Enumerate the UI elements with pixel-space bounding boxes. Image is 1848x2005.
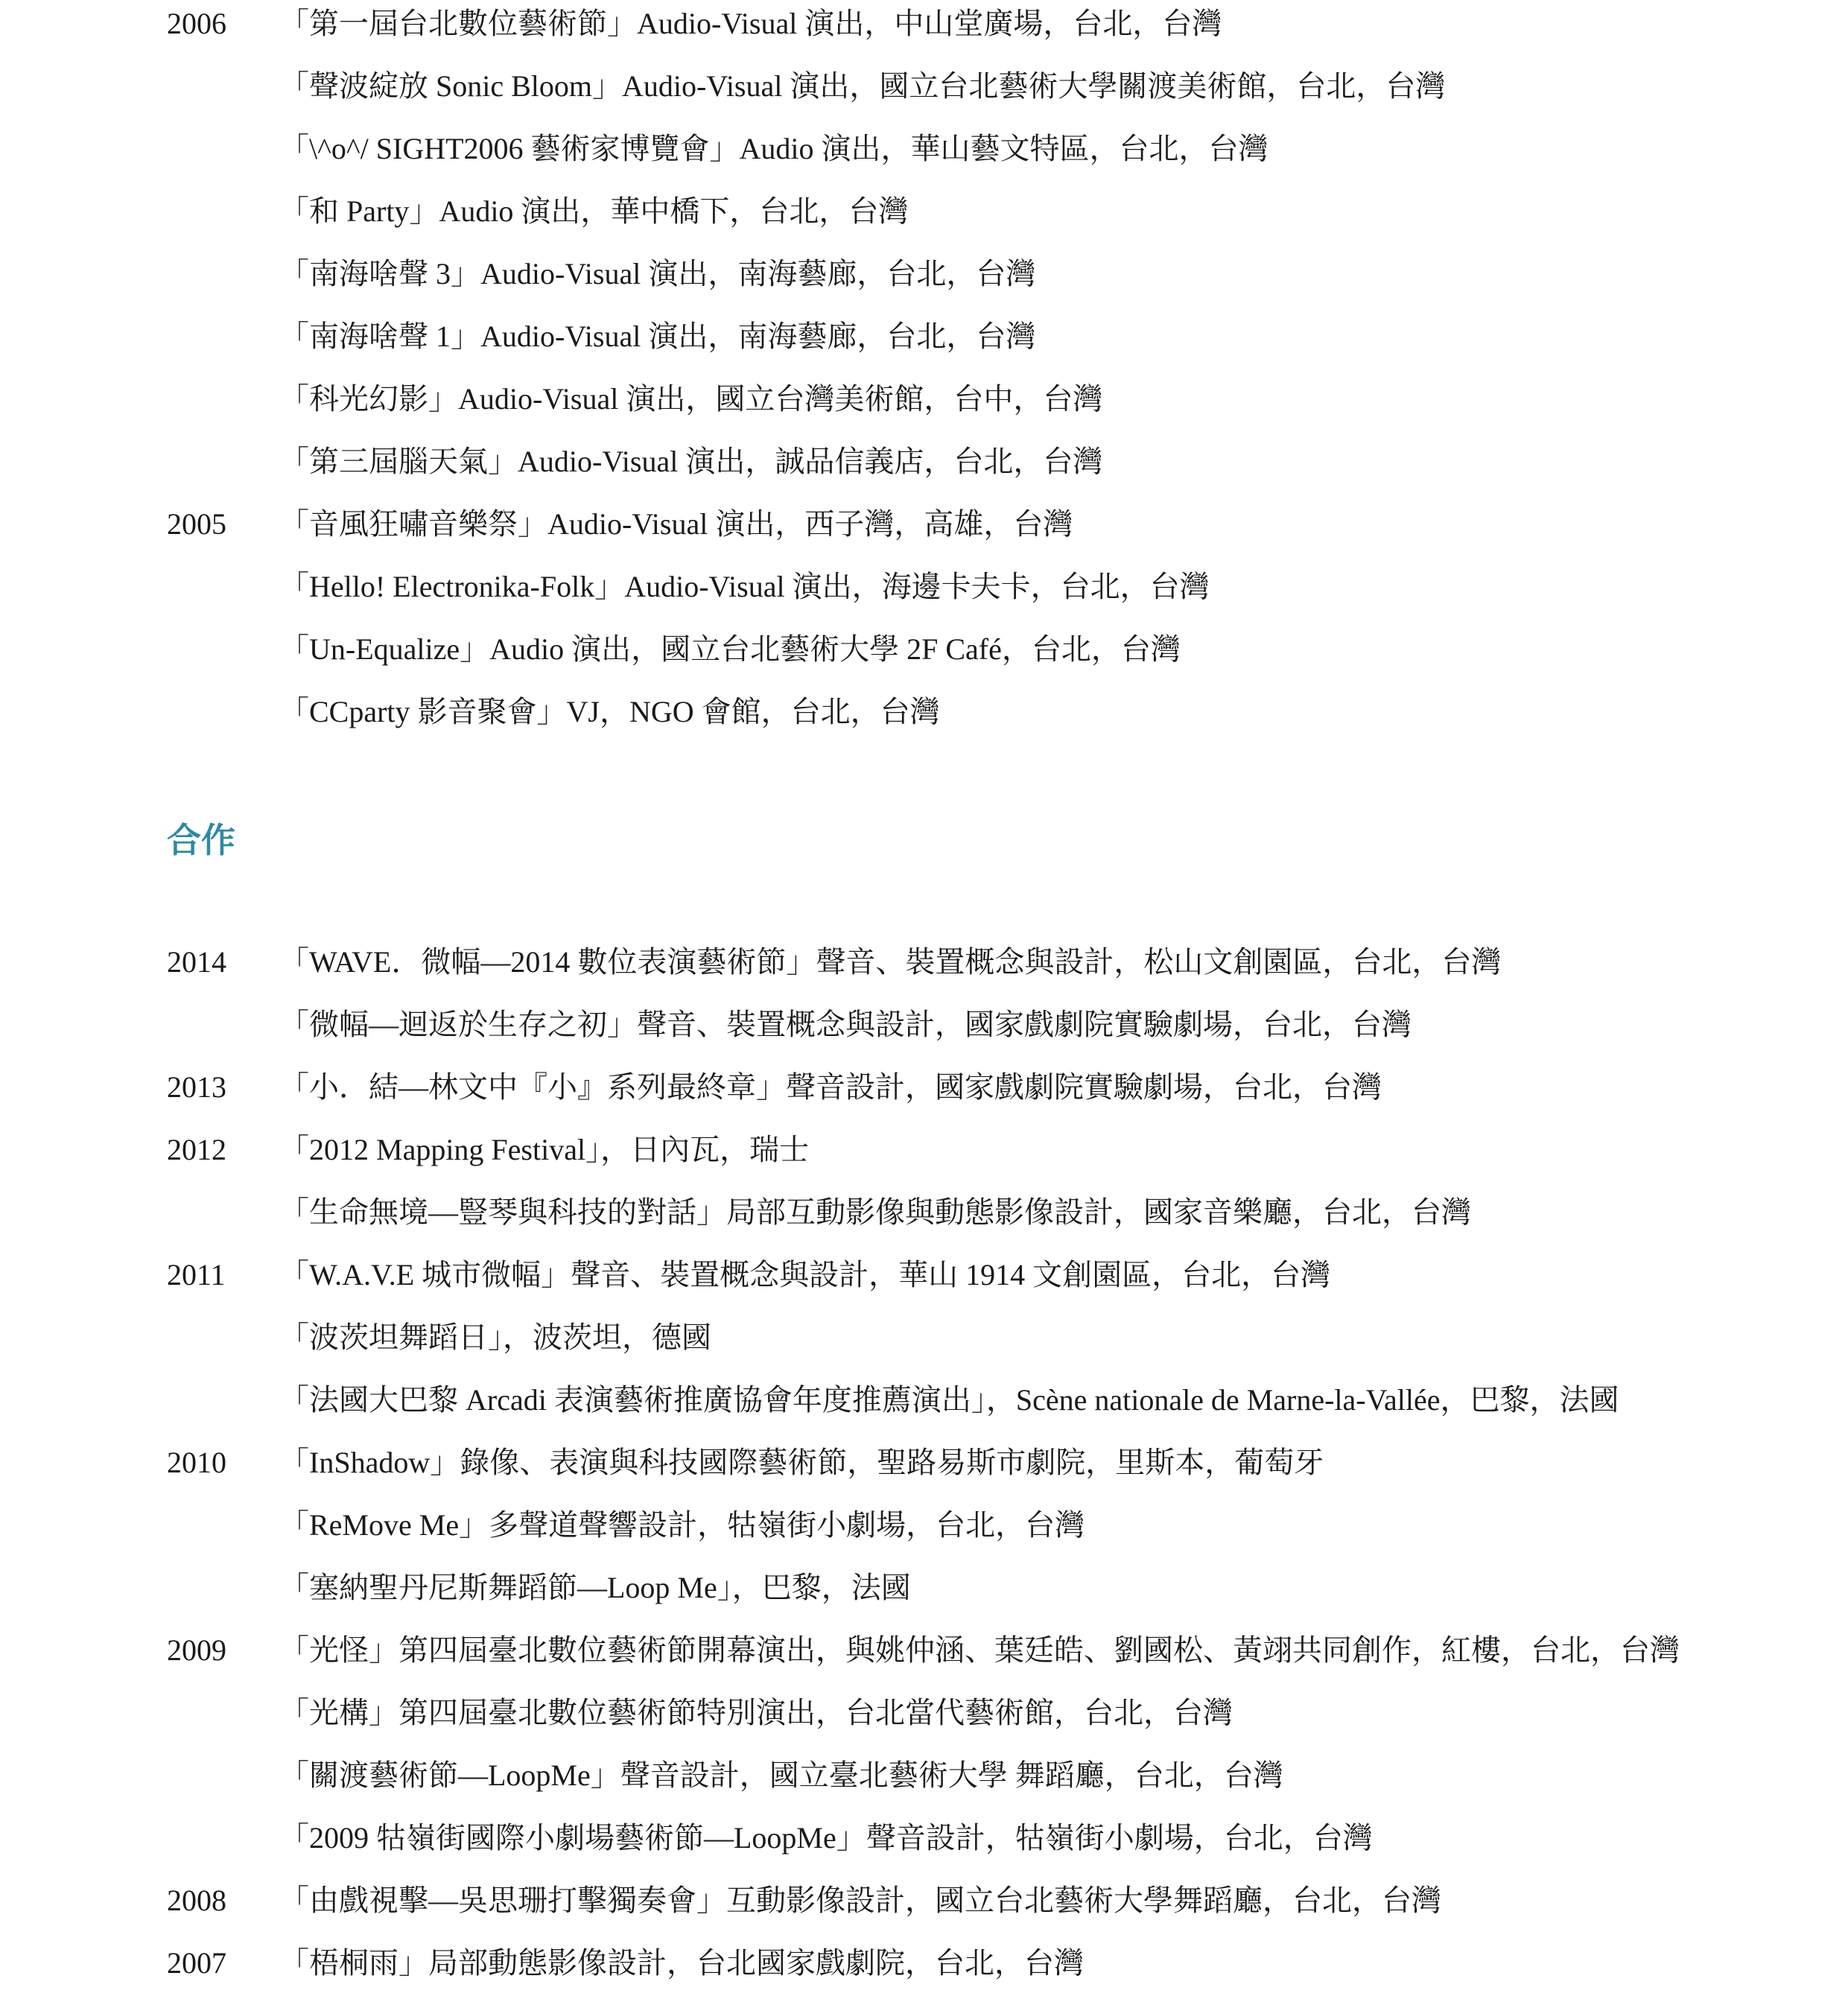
list-item (0, 1306, 1848, 1369)
entry-text: 「波茨坦舞蹈日」，波茨坦，德國 (279, 1321, 711, 1354)
entry-year: 2005 (167, 507, 226, 541)
list-item (0, 1619, 1848, 1682)
list-item (0, 618, 1848, 681)
list-item (0, 1369, 1848, 1432)
list-item (0, 556, 1848, 618)
entry-year: 2009 (167, 1633, 226, 1667)
entry-text: 「第三屆腦天氣」Audio-Visual 演出，誠品信義店，台北，台灣 (279, 445, 1103, 478)
entry-text: 「音風狂嘯音樂祭」Audio-Visual 演出，西子灣，高雄，台灣 (279, 507, 1073, 541)
list-item (0, 493, 1848, 556)
list-item (0, 1181, 1848, 1244)
entry-year: 2011 (167, 1258, 226, 1291)
list-item (0, 1932, 1848, 1995)
entry-text: 「南海啥聲 3」Audio-Visual 演出，南海藝廊，台北，台灣 (279, 257, 1036, 290)
list-item (0, 1744, 1848, 1807)
entry-text: 「和 Party」Audio 演出，華中橋下，台北，台灣 (279, 194, 909, 228)
entry-text: 「聲波綻放 Sonic Bloom」Audio-Visual 演出，國立台北藝術大學關渡美術館，台北，台灣 (279, 69, 1446, 103)
list-item (0, 1557, 1848, 1619)
entry-year: 2014 (167, 945, 226, 979)
list-item (0, 118, 1848, 180)
entry-text: 「ReMove Me」多聲道聲響設計，牯嶺街小劇場，台北，台灣 (279, 1508, 1085, 1542)
entry-text: 「InShadow」錄像、表演與科技國際藝術節，聖路易斯市劇院，里斯本，葡萄牙 (279, 1446, 1324, 1479)
list-item (0, 931, 1848, 994)
entry-year: 2007 (167, 1946, 226, 1980)
list-item (0, 1119, 1848, 1181)
list-item (0, 1244, 1848, 1306)
entry-text: 「光構」第四屆臺北數位藝術節特別演出，台北當代藝術館，台北，台灣 (279, 1696, 1233, 1729)
entry-text: 「W.A.V.E 城市微幅」聲音、裝置概念與設計，華山 1914 文創園區，台北，台灣 (279, 1258, 1331, 1291)
performance-list (0, 0, 1848, 743)
entry-text: 「光怪」第四屆臺北數位藝術節開幕演出，與姚仲涵、葉廷皓、劉國松、黃翊共同創作，紅樓，台北，台灣 (279, 1633, 1680, 1667)
entry-text: 「南海啥聲 1」Audio-Visual 演出，南海藝廊，台北，台灣 (279, 320, 1036, 353)
list-item (0, 0, 1848, 55)
collaboration-list (0, 931, 1848, 1995)
entry-text: 「WAVE．微幅—2014 數位表演藝術節」聲音、裝置概念與設計，松山文創園區，台北，台灣 (279, 945, 1502, 979)
list-item (0, 1869, 1848, 1932)
entry-text: 「塞納聖丹尼斯舞蹈節—Loop Me」，巴黎，法國 (279, 1571, 911, 1604)
entry-text: 「生命無境—豎琴與科技的對話」局部互動影像與動態影像設計，國家音樂廳，台北，台灣 (279, 1195, 1471, 1229)
entry-text: 「2012 Mapping Festival」，日內瓦，瑞士 (279, 1133, 810, 1166)
entry-text: 「關渡藝術節—LoopMe」聲音設計，國立臺北藝術大學 舞蹈廳，台北，台灣 (279, 1758, 1283, 1792)
list-item (0, 1432, 1848, 1494)
list-item (0, 243, 1848, 305)
entry-year: 2013 (167, 1070, 226, 1104)
list-item (0, 1682, 1848, 1744)
entry-text: 「Hello! Electronika-Folk」Audio-Visual 演出，海邊卡夫卡，台北，台灣 (279, 570, 1210, 603)
entry-text: 「小．結—林文中『小』系列最終章」聲音設計，國家戲劇院實驗劇場，台北，台灣 (279, 1070, 1382, 1104)
entry-text: 「第一屆台北數位藝術節」Audio-Visual 演出，中山堂廣場，台北，台灣 (279, 7, 1222, 40)
section-heading-collaboration: 合作 (167, 820, 235, 860)
entry-text: 「法國大巴黎 Arcadi 表演藝術推廣協會年度推薦演出」，Scène nationale de Marne-la-Vallée，巴黎，法國 (279, 1383, 1619, 1417)
list-item (0, 1056, 1848, 1119)
list-item (0, 1494, 1848, 1557)
entry-text: 「Un-Equalize」Audio 演出，國立台北藝術大學 2F Café，台北，台灣 (279, 632, 1181, 666)
entry-text: 「2009 牯嶺街國際小劇場藝術節—LoopMe」聲音設計，牯嶺街小劇場，台北，台灣 (279, 1821, 1373, 1855)
entry-text: 「由戲視擊—吳思珊打擊獨奏會」互動影像設計，國立台北藝術大學舞蹈廳，台北，台灣 (279, 1884, 1441, 1917)
list-item (0, 430, 1848, 493)
list-item (0, 1807, 1848, 1869)
entry-year: 2006 (167, 7, 226, 40)
entry-text: 「科光幻影」Audio-Visual 演出，國立台灣美術館，台中，台灣 (279, 382, 1103, 416)
entry-year: 2010 (167, 1446, 226, 1479)
list-item (0, 55, 1848, 118)
entry-text: 「微幅—迴返於生存之初」聲音、裝置概念與設計，國家戲劇院實驗劇場，台北，台灣 (279, 1008, 1412, 1041)
entry-year: 2012 (167, 1133, 226, 1166)
entry-text: 「梧桐雨」局部動態影像設計，台北國家戲劇院，台北，台灣 (279, 1946, 1084, 1980)
entry-text: 「\^o^/ SIGHT2006 藝術家博覽會」Audio 演出，華山藝文特區，台北，台灣 (279, 132, 1268, 165)
list-item (0, 180, 1848, 243)
list-item (0, 305, 1848, 368)
entry-text: 「CCparty 影音聚會」VJ，NGO 會館，台北，台灣 (279, 695, 940, 728)
list-item (0, 994, 1848, 1056)
entry-year: 2008 (167, 1884, 226, 1917)
list-item (0, 681, 1848, 743)
list-item (0, 368, 1848, 430)
